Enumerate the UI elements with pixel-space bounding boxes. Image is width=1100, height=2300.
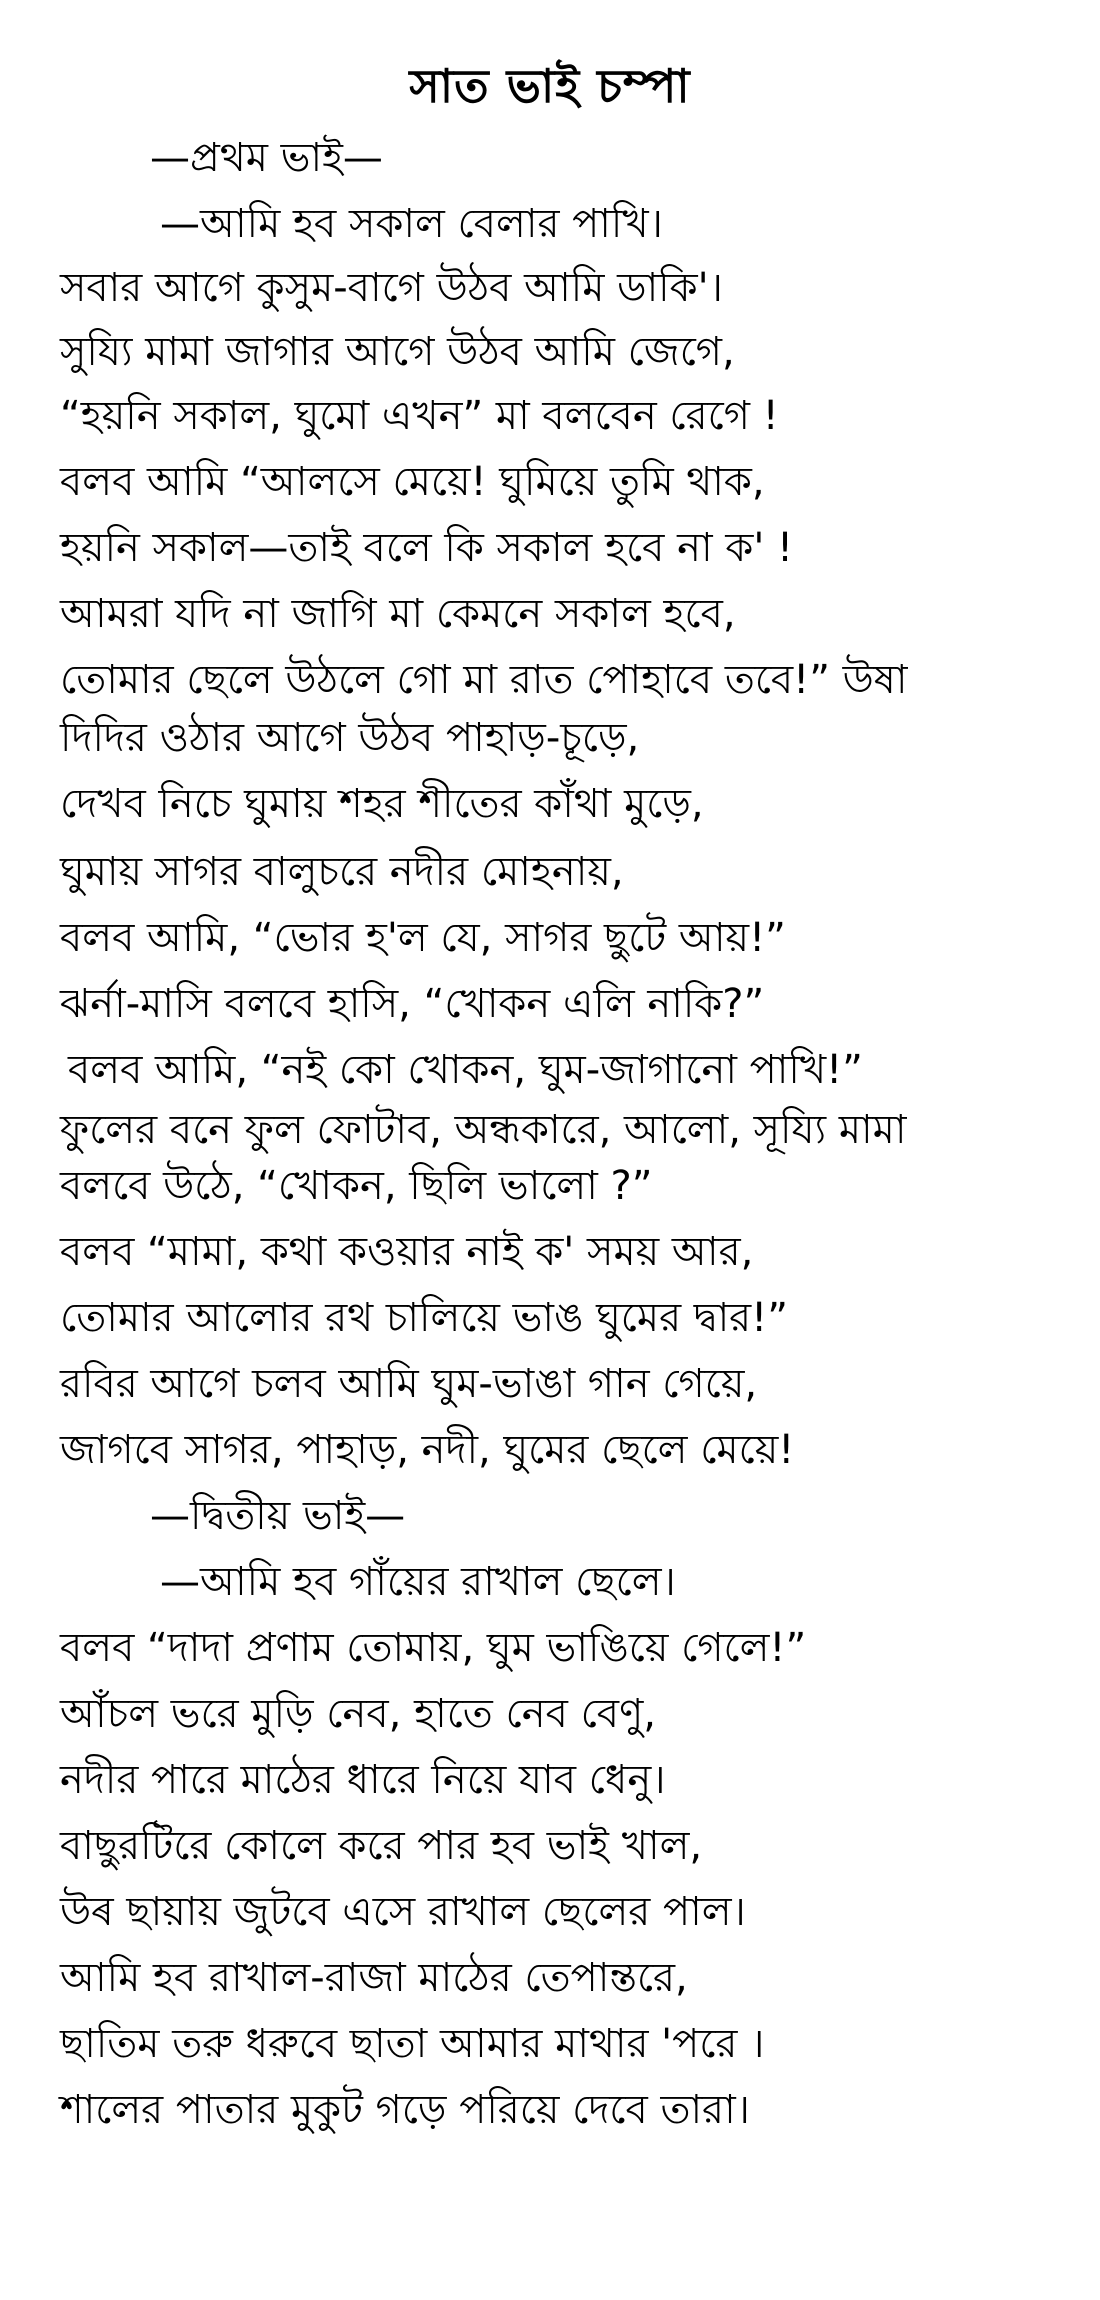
poem-title: সাত ভাই চম্পা xyxy=(409,59,691,113)
second-brother-heading: —দ্বিতীয় ভাই— xyxy=(150,1493,406,1539)
poem-line: “হয়নি সকাল, ঘুমো এখন” মা বলবেন রেগে ! xyxy=(60,393,779,439)
poem-line: বলব “মামা, কথা কওয়ার নাই ক' সময় আর, xyxy=(60,1229,754,1275)
poem-line: আমরা যদি না জাগি মা কেমনে সকাল হবে, xyxy=(60,591,736,637)
poem-line: ফুলের বনে ফুল ফোটাব, অন্ধকারে, আলো, সূয্যি মামা xyxy=(60,1107,907,1153)
poem-line: জাগবে সাগর, পাহাড়, নদী, ঘুমের ছেলে মেয়ে! xyxy=(60,1427,795,1473)
poem-line: ছাতিম তরু ধরুবে ছাতা আমার মাথার 'পরে । xyxy=(60,2021,765,2067)
poem-line: রবির আগে চলব আমি ঘুম-ভাঙা গান গেয়ে, xyxy=(60,1361,758,1407)
poem-line: —আমি হব গাঁয়ের রাখাল ছেলে। xyxy=(160,1559,676,1605)
poem-line: বলব আমি, “নই কো খোকন, ঘুম-জাগানো পাখি!” xyxy=(68,1047,863,1093)
poem-line: আমি হব রাখাল-রাজা মাঠের তেপান্তরে, xyxy=(60,1955,688,2001)
poem-line: দিদির ওঠার আগে উঠব পাহাড়-চূড়ে, xyxy=(60,715,640,761)
poem-line: বলবে উঠে, “খোকন, ছিলি ভালো ?” xyxy=(60,1163,653,1209)
first-brother-heading: —প্রথম ভাই— xyxy=(150,135,383,181)
poem-line: শালের পাতার মুকুট গড়ে পরিয়ে দেবে তারা। xyxy=(60,2087,750,2133)
poem-line: বলব “দাদা প্রণাম তোমায়, ঘুম ভাঙিয়ে গেলে!” xyxy=(60,1625,807,1671)
poem-line: হয়নি সকাল—তাই বলে কি সকাল হবে না ক' ! xyxy=(60,525,794,571)
poem-line: তোমার ছেলে উঠলে গো মা রাত পোহাবে তবে!” উষা xyxy=(60,657,908,703)
poem-line: —আমি হব সকাল বেলার পাখি। xyxy=(160,201,663,247)
poem-line: সুয্যি মামা জাগার আগে উঠব আমি জেগে, xyxy=(60,329,735,375)
poem-line: উৰ ছায়ায় জুটবে এসে রাখাল ছেলের পাল। xyxy=(60,1889,746,1935)
poem-line: তোমার আলোর রথ চালিয়ে ভাঙ ঘুমের দ্বার!” xyxy=(60,1295,788,1341)
poem-line: বাছুরটিরে কোলে করে পার হব ভাই খাল, xyxy=(60,1823,703,1869)
poem-line: ঘুমায় সাগর বালুচরে নদীর মোহনায়, xyxy=(60,849,624,895)
poem-line: ঝর্না-মাসি বলবে হাসি, “খোকন এলি নাকি?” xyxy=(60,981,765,1027)
poem-line: আঁচল ভরে মুড়ি নেব, হাতে নেব বেণু, xyxy=(60,1691,656,1737)
poem-line: বলব আমি, “ভোর হ'ল যে, সাগর ছুটে আয়!” xyxy=(60,915,786,961)
poem-line: নদীর পারে মাঠের ধারে নিয়ে যাব ধেনু। xyxy=(60,1757,666,1803)
poem-line: বলব আমি “আলসে মেয়ে! ঘুমিয়ে তুমি থাক, xyxy=(60,459,765,505)
poem-line: সবার আগে কুসুম-বাগে উঠব আমি ডাকি'। xyxy=(60,265,723,311)
poem-line: দেখব নিচে ঘুমায় শহর শীতের কাঁথা মুড়ে, xyxy=(60,781,704,827)
